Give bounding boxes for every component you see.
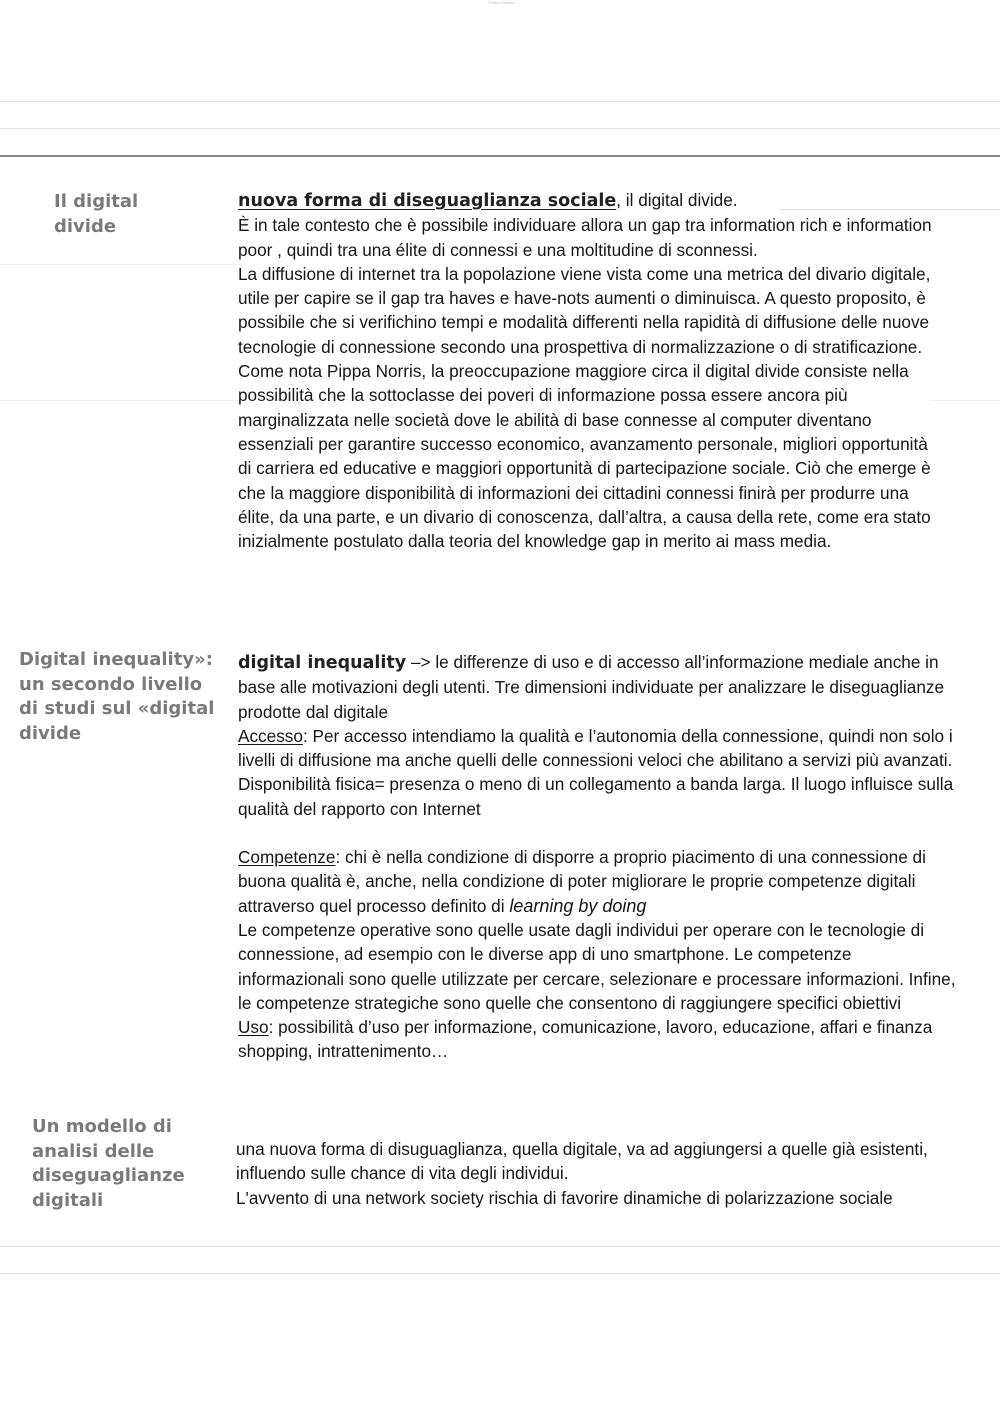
lead-rest-text: –> le differenze di uso e di accesso all’informazione mediale anche in base alle motivazioni degli utenti. Tre dimensioni individuate per analizzare le diseguaglianze prodotte dal digitale [238,652,945,722]
paragraph [238,650,958,724]
paragraph: La diffusione di internet tra la popolazione viene vista come una metrica del divario digitale, utile per capire se il gap tra haves e have-nots aumenti o diminuisca. A questo proposito, è possibile che si verifichino tempi e modalità differenti nella rapidità di diffusione delle nuove tecnologie di connessione secondo una prospettiva di normalizzazione o di stratificazione. [238,263,931,357]
paragraph: una nuova forma di disuguaglianza, quella digitale, va ad aggiungersi a quelle già esistenti, influendo sulle chance di vita degli individui. [236,1139,928,1184]
divider-mid-3 [0,400,240,401]
paragraph-competenze [238,845,958,918]
paragraph: È in tale contesto che è possibile individuare allora un gap tra information rich e information poor , quindi tra una élite di connessi e una moltitudine di sconnessi. [238,215,932,260]
term-competenze: Competenze [238,847,336,868]
paragraph-uso [238,1015,958,1064]
section-title-line: Digital inequality»: [19,649,213,670]
paragraph: Le competenze operative sono quelle usate dagli individui per operare con le tecnologie di connessione, ad esempio con le diverse app di uno smartphone. Le competenze informazionali sono quelle utilizzate per cercare, selezionare e processare informazioni. Infine, le competenze strategiche sono quelle che consentono di raggiungere specifici obiettivi [238,919,956,1013]
uso-text: : possibilità d’uso per informazione, comunicazione, lavoro, educazione, affari e finanza shopping, intrattenimento… [238,1017,933,1062]
spacer [238,821,958,845]
section-body-model [236,1137,981,1210]
paragraph: Come nota Pippa Norris, la preoccupazione maggiore circa il digital divide consiste nella possibilità che la sottoclasse dei poveri di informazione possa essere ancora più marginalizzata nelle società dove le abilità di base connesse al computer diventano essenziali per garantire successo economico, avanzamento personale, migliori opportunità di carriera ed educative e maggiori opportunità di partecipazione sociale. Ciò che emerge è che la maggiore disponibilità di informazioni dei cittadini connessi finirà per produrre una élite, da una parte, e un divario di conoscenza, dall’altra, a causa della rete, come era stato inizialmente postulato dalla teoria del knowledge gap in merito ai mass media. [238,361,931,552]
section-title-line: di studi sul «digital [19,698,215,719]
section-body-digital-inequality [238,650,958,1064]
section-title-line: divide [19,722,82,744]
section-title-line: Il digital [54,191,139,212]
competenze-italic: learning by doing [509,895,647,916]
section-title-digital-divide [54,190,138,239]
lead-bold-text: nuova forma di diseguaglianza sociale [238,191,617,211]
paragraph [238,188,938,213]
term-uso: Uso [238,1017,269,1038]
paragraph: L'avvento di una network society rischia di favorire dinamiche di polarizzazione sociale [236,1187,893,1208]
paragraph-accesso [238,724,958,821]
section-title-digital-inequality [19,648,214,746]
section-title-line: un secondo livello [19,673,203,695]
section-title-line: digitali [32,1189,104,1211]
divider-bottom-2 [0,1273,1000,1274]
section-body-digital-divide [238,188,938,553]
accesso-text: : Per accesso intendiamo la qualità e l’autonomia della connessione, quindi non solo i livelli di diffusione ma anche quelli delle connessioni veloci che abilitano a servizi più avanzati. Disponibilità fisica= presenza o meno di un collegamento a banda larga. Il luogo influisce sulla qualità del rapporto con Internet [238,725,954,819]
section-title-model [32,1115,185,1213]
page-watermark: Sintesi Sociolo [488,0,515,5]
lead-bold-text: digital inequality [238,653,407,673]
section-title-line: diseguaglianze [32,1165,185,1186]
section-title-line: divide [54,215,117,237]
divider-bottom-1 [0,1246,1000,1247]
divider-mid-2 [0,264,240,265]
lead-rest-text: , il digital divide. [616,190,738,210]
section-title-line: Un modello di [32,1116,172,1137]
competenze-text: : chi è nella condizione di disporre a proprio piacimento di una connessione di buona qualità è, anche, nella condizione di poter migliorare le proprie competenze digitali attraverso quel processo definito di [238,847,926,916]
term-accesso: Accesso [238,725,303,746]
divider-top-1 [0,101,1000,102]
divider-header [0,155,1000,157]
divider-mid-4 [930,400,1000,401]
divider-top-2 [0,128,1000,129]
section-title-line: analisi delle [32,1140,155,1162]
